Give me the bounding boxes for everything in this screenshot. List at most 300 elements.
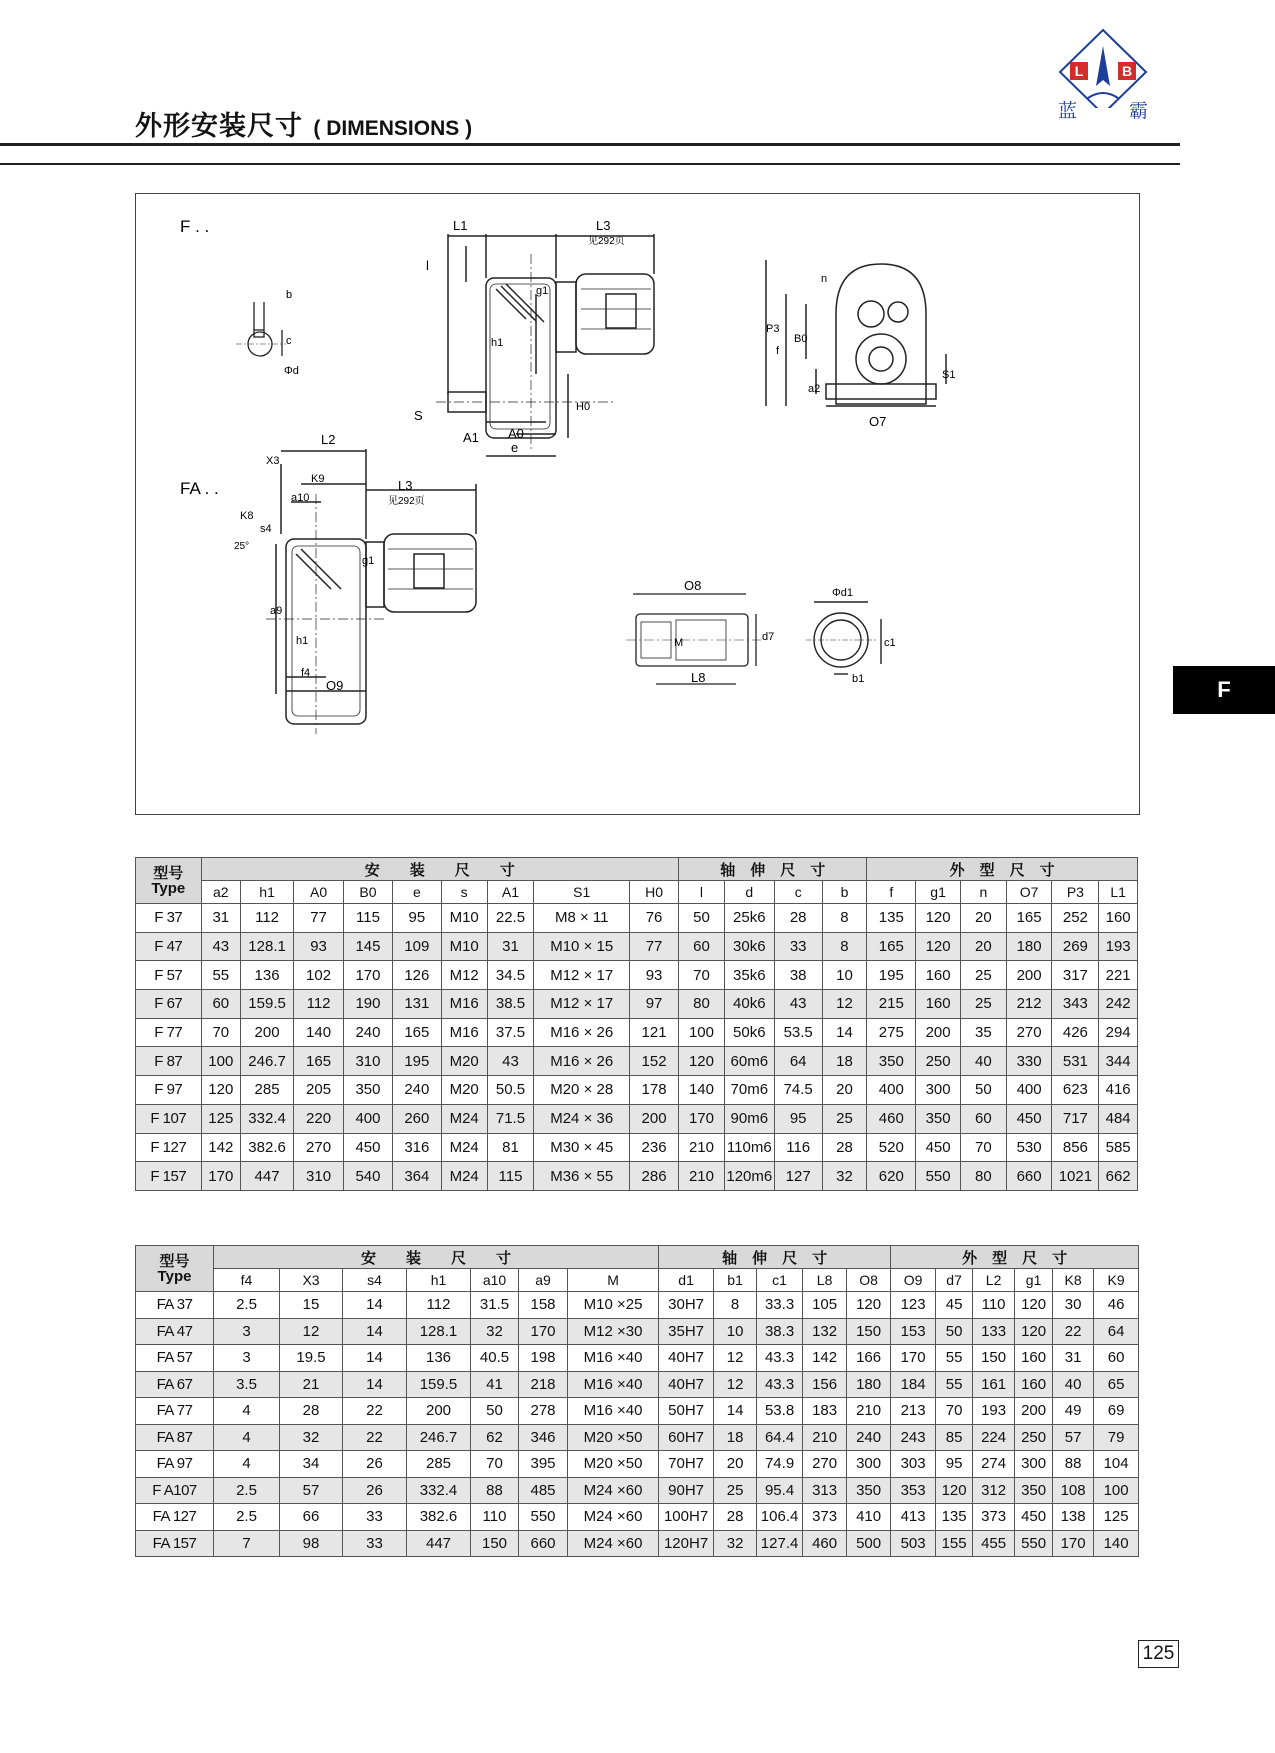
svg-text:f4: f4 — [301, 667, 311, 679]
svg-text:P3: P3 — [766, 323, 780, 335]
column-header: d1 — [659, 1269, 714, 1292]
value-cell: 395 — [519, 1451, 568, 1478]
value-cell: 350 — [916, 1104, 961, 1133]
column-header: O7 — [1006, 881, 1052, 904]
value-cell: 26 — [343, 1477, 407, 1504]
value-cell: 71.5 — [487, 1104, 534, 1133]
value-cell: 74.5 — [774, 1076, 822, 1105]
column-header: B0 — [344, 881, 393, 904]
value-cell: 200 — [916, 1018, 961, 1047]
value-cell: 25k6 — [724, 904, 774, 933]
label-f: F . . — [180, 217, 210, 236]
svg-text:b1: b1 — [852, 673, 865, 685]
svg-text:S1: S1 — [942, 369, 956, 381]
value-cell: 856 — [1052, 1133, 1099, 1162]
value-cell: 200 — [1006, 961, 1052, 990]
value-cell: 159.5 — [407, 1371, 471, 1398]
value-cell: 32 — [471, 1318, 519, 1345]
value-cell: 50 — [471, 1398, 519, 1425]
value-cell: 313 — [803, 1477, 847, 1504]
value-cell: 57 — [280, 1477, 343, 1504]
value-cell: 215 — [867, 990, 916, 1019]
value-cell: 80 — [960, 1162, 1006, 1191]
value-cell: 246.7 — [241, 1047, 294, 1076]
value-cell: 31 — [201, 904, 241, 933]
value-cell: 112 — [241, 904, 294, 933]
column-header: a10 — [471, 1269, 519, 1292]
value-cell: 312 — [973, 1477, 1015, 1504]
model-cell: F 77 — [136, 1018, 202, 1047]
fa-dimensions-table — [135, 1245, 1139, 1557]
value-cell: 240 — [847, 1424, 891, 1451]
value-cell: 200 — [630, 1104, 679, 1133]
value-cell: M24 — [441, 1162, 487, 1191]
value-cell: 210 — [679, 1162, 725, 1191]
value-cell: 25 — [822, 1104, 867, 1133]
value-cell: 218 — [519, 1371, 568, 1398]
model-cell: FA 67 — [136, 1371, 214, 1398]
value-cell: 50.5 — [487, 1076, 534, 1105]
value-cell: 426 — [1052, 1018, 1099, 1047]
value-cell: M16 × 26 — [534, 1018, 630, 1047]
value-cell: 195 — [867, 961, 916, 990]
value-cell: 270 — [1006, 1018, 1052, 1047]
column-header: c1 — [757, 1269, 803, 1292]
value-cell: 159.5 — [241, 990, 294, 1019]
model-cell: FA 77 — [136, 1398, 214, 1425]
value-cell: 121 — [630, 1018, 679, 1047]
value-cell: 8 — [822, 932, 867, 961]
column-header: X3 — [280, 1269, 343, 1292]
svg-text:d7: d7 — [762, 631, 775, 643]
value-cell: 413 — [891, 1504, 936, 1531]
value-cell: 332.4 — [407, 1477, 471, 1504]
header-rule-thick — [0, 143, 1180, 146]
value-cell: 165 — [294, 1047, 344, 1076]
svg-text:X3: X3 — [266, 455, 280, 467]
value-cell: 77 — [630, 932, 679, 961]
table-row — [136, 1530, 1139, 1557]
value-cell: 93 — [630, 961, 679, 990]
value-cell: 40 — [960, 1047, 1006, 1076]
value-cell: 115 — [344, 904, 393, 933]
table-row — [136, 932, 1138, 961]
value-cell: M20 — [441, 1047, 487, 1076]
value-cell: 100 — [1094, 1477, 1139, 1504]
value-cell: M16 — [441, 1018, 487, 1047]
value-cell: M12 × 17 — [534, 961, 630, 990]
value-cell: 14 — [343, 1318, 407, 1345]
column-header: s — [441, 881, 487, 904]
value-cell: 332.4 — [241, 1104, 294, 1133]
value-cell: 22 — [343, 1398, 407, 1425]
table-row — [136, 904, 1138, 933]
value-cell: 25 — [714, 1477, 757, 1504]
svg-text:见292页: 见292页 — [388, 496, 425, 507]
value-cell: 112 — [407, 1292, 471, 1319]
logo-caption — [1058, 96, 1148, 123]
value-cell: 136 — [241, 961, 294, 990]
table-row — [136, 1345, 1139, 1372]
value-cell: 180 — [1006, 932, 1052, 961]
value-cell: 131 — [392, 990, 441, 1019]
value-cell: 503 — [891, 1530, 936, 1557]
column-header: e — [392, 881, 441, 904]
value-cell: 120 — [916, 932, 961, 961]
value-cell: 62 — [471, 1424, 519, 1451]
value-cell: 70 — [471, 1451, 519, 1478]
value-cell: M20 ×50 — [568, 1424, 659, 1451]
svg-text:25°: 25° — [234, 541, 250, 552]
value-cell: 410 — [847, 1504, 891, 1531]
value-cell: 20 — [822, 1076, 867, 1105]
value-cell: 70 — [960, 1133, 1006, 1162]
value-cell: 300 — [1015, 1451, 1053, 1478]
value-cell: 660 — [519, 1530, 568, 1557]
table-row — [136, 1371, 1139, 1398]
value-cell: 40.5 — [471, 1345, 519, 1372]
value-cell: 8 — [714, 1292, 757, 1319]
svg-text:O8: O8 — [684, 578, 702, 593]
value-cell: 30 — [1053, 1292, 1094, 1319]
value-cell: 64 — [1094, 1318, 1139, 1345]
value-cell: 158 — [519, 1292, 568, 1319]
value-cell: 22 — [1053, 1318, 1094, 1345]
value-cell: 278 — [519, 1398, 568, 1425]
value-cell: 132 — [803, 1318, 847, 1345]
value-cell: 90H7 — [659, 1477, 714, 1504]
model-cell: F 157 — [136, 1162, 202, 1191]
value-cell: 550 — [916, 1162, 961, 1191]
value-cell: 450 — [1006, 1104, 1052, 1133]
value-cell: 95 — [774, 1104, 822, 1133]
value-cell: 364 — [392, 1162, 441, 1191]
value-cell: 43.3 — [757, 1345, 803, 1372]
value-cell: 18 — [714, 1424, 757, 1451]
value-cell: 10 — [714, 1318, 757, 1345]
model-cell: FA 97 — [136, 1451, 214, 1478]
value-cell: M12 — [441, 961, 487, 990]
value-cell: 85 — [936, 1424, 973, 1451]
value-cell: 93 — [294, 932, 344, 961]
value-cell: 717 — [1052, 1104, 1099, 1133]
svg-text:b: b — [286, 289, 293, 301]
value-cell: 156 — [803, 1371, 847, 1398]
f-dimensions-table — [135, 857, 1138, 1191]
value-cell: 112 — [294, 990, 344, 1019]
value-cell: 43.3 — [757, 1371, 803, 1398]
shaft-section-d1 — [806, 602, 881, 674]
column-header: c — [774, 881, 822, 904]
svg-text:f: f — [776, 345, 780, 357]
value-cell: 115 — [487, 1162, 534, 1191]
value-cell: 100H7 — [659, 1504, 714, 1531]
value-cell: 60 — [201, 990, 241, 1019]
value-cell: M20 ×50 — [568, 1451, 659, 1478]
value-cell: 10 — [822, 961, 867, 990]
table-row — [136, 990, 1138, 1019]
value-cell: 252 — [1052, 904, 1099, 933]
value-cell: 382.6 — [407, 1504, 471, 1531]
value-cell: 46 — [1094, 1292, 1139, 1319]
value-cell: 350 — [847, 1477, 891, 1504]
column-header: d7 — [936, 1269, 973, 1292]
value-cell: 145 — [344, 932, 393, 961]
value-cell: 50 — [936, 1318, 973, 1345]
value-cell: 240 — [344, 1018, 393, 1047]
svg-text:a10: a10 — [291, 492, 310, 504]
page-title — [135, 104, 472, 143]
value-cell: 242 — [1099, 990, 1138, 1019]
group-outline: 外 型 尺 寸 — [867, 858, 1138, 881]
model-cell: F 57 — [136, 961, 202, 990]
value-cell: 26 — [343, 1451, 407, 1478]
title-en: ( DIMENSIONS ) — [313, 117, 473, 140]
value-cell: 33.3 — [757, 1292, 803, 1319]
svg-text:O9: O9 — [326, 678, 344, 693]
value-cell: 70H7 — [659, 1451, 714, 1478]
value-cell: 213 — [891, 1398, 936, 1425]
value-cell: 300 — [916, 1076, 961, 1105]
value-cell: 109 — [392, 932, 441, 961]
column-header: L1 — [1099, 881, 1138, 904]
value-cell: 88 — [471, 1477, 519, 1504]
table-row — [136, 1424, 1139, 1451]
model-cell: FA 57 — [136, 1345, 214, 1372]
value-cell: 30H7 — [659, 1292, 714, 1319]
value-cell: 274 — [973, 1451, 1015, 1478]
value-cell: 38.3 — [757, 1318, 803, 1345]
svg-text:n: n — [821, 273, 828, 285]
value-cell: 55 — [936, 1371, 973, 1398]
value-cell: 343 — [1052, 990, 1099, 1019]
svg-text:g1: g1 — [536, 285, 549, 297]
value-cell: 2.5 — [214, 1504, 280, 1531]
value-cell: 20 — [960, 904, 1006, 933]
table-row — [136, 1076, 1138, 1105]
value-cell: 66 — [280, 1504, 343, 1531]
value-cell: 221 — [1099, 961, 1138, 990]
value-cell: 140 — [1094, 1530, 1139, 1557]
f-front-view — [766, 260, 946, 406]
value-cell: 70 — [201, 1018, 241, 1047]
value-cell: M16 ×40 — [568, 1345, 659, 1372]
value-cell: 170 — [891, 1345, 936, 1372]
value-cell: 14 — [343, 1371, 407, 1398]
model-cell: F 127 — [136, 1133, 202, 1162]
value-cell: 142 — [803, 1345, 847, 1372]
value-cell: 485 — [519, 1477, 568, 1504]
value-cell: 60 — [1094, 1345, 1139, 1372]
value-cell: 120 — [201, 1076, 241, 1105]
value-cell: 128.1 — [241, 932, 294, 961]
dimension-drawing — [135, 193, 1140, 815]
value-cell: 74.9 — [757, 1451, 803, 1478]
value-cell: 450 — [916, 1133, 961, 1162]
value-cell: 120 — [1015, 1292, 1053, 1319]
value-cell: 18 — [822, 1047, 867, 1076]
value-cell: 34.5 — [487, 961, 534, 990]
model-cell: FA 87 — [136, 1424, 214, 1451]
value-cell: M16 × 26 — [534, 1047, 630, 1076]
value-cell: 153 — [891, 1318, 936, 1345]
column-header: A0 — [294, 881, 344, 904]
value-cell: 22 — [343, 1424, 407, 1451]
value-cell: 294 — [1099, 1018, 1138, 1047]
value-cell: 4 — [214, 1424, 280, 1451]
value-cell: 240 — [392, 1076, 441, 1105]
label-fa: FA . . — [180, 479, 219, 498]
value-cell: 64 — [774, 1047, 822, 1076]
value-cell: 3 — [214, 1345, 280, 1372]
model-cell: F 107 — [136, 1104, 202, 1133]
model-cell: FA 157 — [136, 1530, 214, 1557]
value-cell: 40k6 — [724, 990, 774, 1019]
value-cell: 344 — [1099, 1047, 1138, 1076]
value-cell: M12 × 17 — [534, 990, 630, 1019]
svg-text:见292页: 见292页 — [588, 236, 625, 247]
value-cell: 22.5 — [487, 904, 534, 933]
svg-text:g1: g1 — [362, 555, 375, 567]
value-cell: 198 — [519, 1345, 568, 1372]
type-header: 型号 Type — [136, 1246, 214, 1292]
value-cell: 40 — [1053, 1371, 1094, 1398]
column-header: h1 — [407, 1269, 471, 1292]
value-cell: 123 — [891, 1292, 936, 1319]
svg-text:L2: L2 — [321, 432, 336, 447]
value-cell: 12 — [280, 1318, 343, 1345]
value-cell: 70 — [679, 961, 725, 990]
table-row — [136, 1162, 1138, 1191]
value-cell: 450 — [344, 1133, 393, 1162]
value-cell: 135 — [867, 904, 916, 933]
column-header: l — [679, 881, 725, 904]
value-cell: 300 — [847, 1451, 891, 1478]
value-cell: 35k6 — [724, 961, 774, 990]
table-row — [136, 1104, 1138, 1133]
value-cell: 70 — [936, 1398, 973, 1425]
value-cell: 88 — [1053, 1451, 1094, 1478]
svg-text:L1: L1 — [453, 218, 468, 233]
svg-text:l: l — [426, 258, 429, 273]
column-header: d — [724, 881, 774, 904]
group-shaft: 轴 伸 尺 寸 — [679, 858, 867, 881]
value-cell: 150 — [471, 1530, 519, 1557]
value-cell: 450 — [1015, 1504, 1053, 1531]
value-cell: 210 — [679, 1133, 725, 1162]
column-header: a2 — [201, 881, 241, 904]
value-cell: 531 — [1052, 1047, 1099, 1076]
svg-text:s4: s4 — [260, 523, 272, 535]
value-cell: 200 — [1015, 1398, 1053, 1425]
value-cell: 53.5 — [774, 1018, 822, 1047]
column-header: n — [960, 881, 1006, 904]
value-cell: 170 — [679, 1104, 725, 1133]
value-cell: 105 — [803, 1292, 847, 1319]
value-cell: 270 — [294, 1133, 344, 1162]
table-row — [136, 1504, 1139, 1531]
value-cell: 400 — [867, 1076, 916, 1105]
value-cell: 382.6 — [241, 1133, 294, 1162]
value-cell: 165 — [867, 932, 916, 961]
value-cell: 484 — [1099, 1104, 1138, 1133]
value-cell: 21 — [280, 1371, 343, 1398]
value-cell: 60 — [960, 1104, 1006, 1133]
svg-text:M: M — [674, 637, 684, 649]
value-cell: 14 — [343, 1292, 407, 1319]
table-row — [136, 961, 1138, 990]
value-cell: 286 — [630, 1162, 679, 1191]
value-cell: 95.4 — [757, 1477, 803, 1504]
group-shaft: 轴 伸 尺 寸 — [659, 1246, 891, 1269]
svg-text:H0: H0 — [576, 401, 591, 413]
model-cell: F 37 — [136, 904, 202, 933]
value-cell: 14 — [343, 1345, 407, 1372]
value-cell: 19.5 — [280, 1345, 343, 1372]
value-cell: 64.4 — [757, 1424, 803, 1451]
value-cell: 200 — [407, 1398, 471, 1425]
value-cell: 350 — [867, 1047, 916, 1076]
svg-text:A0: A0 — [508, 426, 524, 441]
value-cell: 400 — [344, 1104, 393, 1133]
table-row — [136, 1318, 1139, 1345]
value-cell: 275 — [867, 1018, 916, 1047]
model-cell: F 87 — [136, 1047, 202, 1076]
value-cell: 50H7 — [659, 1398, 714, 1425]
column-header: g1 — [916, 881, 961, 904]
value-cell: 110 — [471, 1504, 519, 1531]
column-header: S1 — [534, 881, 630, 904]
value-cell: 150 — [973, 1345, 1015, 1372]
value-cell: 104 — [1094, 1451, 1139, 1478]
value-cell: 316 — [392, 1133, 441, 1162]
value-cell: M24 × 36 — [534, 1104, 630, 1133]
value-cell: 28 — [714, 1504, 757, 1531]
value-cell: 127 — [774, 1162, 822, 1191]
column-header: b — [822, 881, 867, 904]
value-cell: M24 ×60 — [568, 1477, 659, 1504]
value-cell: 166 — [847, 1345, 891, 1372]
value-cell: 31.5 — [471, 1292, 519, 1319]
value-cell: 40H7 — [659, 1345, 714, 1372]
value-cell: 35H7 — [659, 1318, 714, 1345]
value-cell: 550 — [1015, 1530, 1053, 1557]
value-cell: 350 — [344, 1076, 393, 1105]
value-cell: 70m6 — [724, 1076, 774, 1105]
value-cell: 120 — [679, 1047, 725, 1076]
value-cell: 373 — [803, 1504, 847, 1531]
column-header: b1 — [714, 1269, 757, 1292]
value-cell: 260 — [392, 1104, 441, 1133]
value-cell: M16 ×40 — [568, 1371, 659, 1398]
value-cell: M24 — [441, 1133, 487, 1162]
value-cell: 50 — [960, 1076, 1006, 1105]
value-cell: 41 — [471, 1371, 519, 1398]
section-tab-f[interactable]: F — [1173, 666, 1275, 714]
svg-text:L3: L3 — [596, 218, 611, 233]
value-cell: 79 — [1094, 1424, 1139, 1451]
value-cell: 285 — [241, 1076, 294, 1105]
value-cell: 662 — [1099, 1162, 1138, 1191]
value-cell: 303 — [891, 1451, 936, 1478]
column-header: K8 — [1053, 1269, 1094, 1292]
value-cell: 128.1 — [407, 1318, 471, 1345]
value-cell: M24 ×60 — [568, 1530, 659, 1557]
group-installation: 安 装 尺 寸 — [201, 858, 679, 881]
value-cell: 210 — [847, 1398, 891, 1425]
value-cell: 160 — [1099, 904, 1138, 933]
value-cell: 43 — [487, 1047, 534, 1076]
